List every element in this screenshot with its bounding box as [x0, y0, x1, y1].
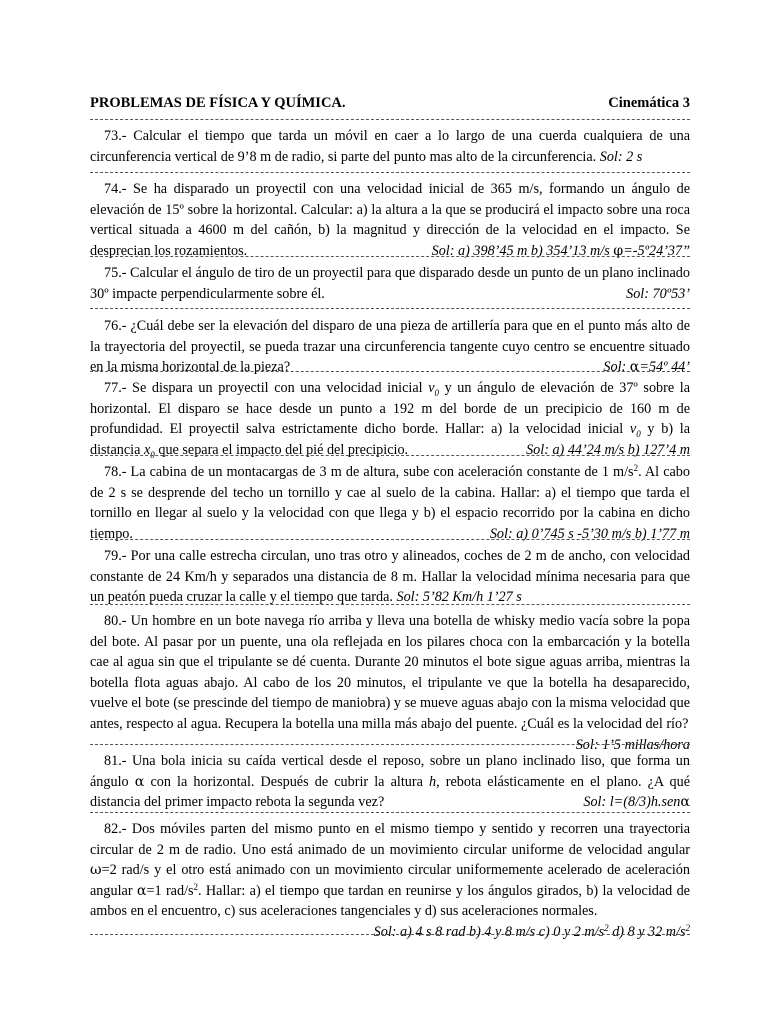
divider: [90, 744, 690, 745]
problem-80: [90, 611, 690, 755]
divider: [90, 119, 690, 120]
solution: Sol: a) 44’24 m/s b) 127’4 m: [526, 441, 690, 458]
divider: [90, 371, 690, 372]
problem-78: 78.- La cabina de un montacargas de 3 m de altura, sube con aceleración constante de 1 $m/s^2$. Al cabo de 2 s se desprende del techo un tornillo y cae al suelo de la cabina. Hallar: a) el tiempo que tarda el tornillo en llegar al suelo y la velocidad con que llega y b) el espacio recorrido por la cabina en dicho tiempo. Sol: a) 0’745 s -5’30 m/s b) 1’77 m: [90, 462, 690, 544]
problem-82: 82.- Dos móviles parten del mismo punto en el mismo tiempo y sentido y recorren una trayectoria circular de 2 m de radio. Uno está animado de un movimiento circular uniforme de velocidad angular ω=2 rad/s y el otro está animado con un movimiento circular uniformemente acelerado de aceleración angular α=1 rad/$s^2$. Hallar: a) el tiempo que tardan en reunirse y los ángulos girados, b) la velocidad de ambos en el encuentro, c) sus aceleraciones tangenciales y d) sus aceleraciones normales. Sol: a) 4 s 8 rad b) 4 y 8 m/s c) 0 y 2 $m/s^2$ d) 8 y 32 $m/s^2$: [90, 819, 690, 943]
section-label: Cinemática 3: [608, 95, 690, 111]
solution: Sol: l=(8/3)h.senα: [583, 794, 690, 811]
problem-74: [90, 179, 690, 261]
divider: [90, 934, 690, 935]
divider: [90, 308, 690, 309]
problem-text: 80.- Un hombre en un bote navega río arriba y lleva una botella de whisky medio vacía sobre la popa del bote. Al pasar por un puente, una ola reflejada en los pilares choca con la embarcación y la botella cae al agua sin que el tripulante se dé cuenta. Durante 20 minutos el bote sigue aguas arriba, mientras la botella flota aguas abajo. Al cabo de los 20 minutos, el tripulante ve que la botella ha desaparecido, vuelve el bote (se prescinde del tiempo de maniobra) y se mueve aguas abajo con la misma velocidad que antes, respecto al agua. Recupera la botella una milla más abajo del puente. ¿Cuál es la velocidad del río?: [90, 613, 690, 732]
problem-text: 79.- Por una calle estrecha circulan, uno tras otro y alineados, coches de 2 m de ancho, con velocidad constante de 24 Km/h y separados una distancia de 8 m. Hallar la velocidad mínima necesaria para que un peatón pueda cruzar la calle y el tiempo que tarda.: [90, 548, 690, 606]
solution: Sol: a) 4 s 8 rad b) 4 y 8 m/s c) 0 y 2 $m/s^2$ d) 8 y 32 $m/s^2$: [373, 922, 690, 940]
problem-77: 77.- Se dispara un proyectil con una velocidad inicial $v_0$ y un ángulo de elevación de 37º sobre la horizontal. El disparo se hace desde un punto a 192 m del borde de un precipicio de 160 m de profundidad. El proyectil salva estrictamente dicho borde. Hallar: a) la velocidad inicial $v_0$ y b) la distancia $x_0$ que separa el impacto del pié del precipicio. Sol: a) 44’24 m/s b) 127’4 m: [90, 380, 690, 460]
problem-text: 76.- ¿Cuál debe ser la elevación del disparo de una pieza de artillería para que en el punto más alto de la trayectoria del proyectil, se pueda trazar una circunferencia tangente cuyo centro se encuentre situado en la misma horizontal de la pieza?: [90, 318, 690, 376]
divider: [90, 256, 690, 257]
divider: [90, 172, 690, 173]
solution: Sol: a) 398’45 m b) 354’13 m/s φ=-5º24’37”: [431, 242, 690, 259]
divider: [90, 455, 690, 456]
divider: [90, 539, 690, 540]
document-title: PROBLEMAS DE FÍSICA Y QUÍMICA.: [90, 95, 346, 111]
solution: Sol: 70º53’: [626, 285, 690, 302]
divider: [90, 812, 690, 813]
problem-76: [90, 316, 690, 378]
problem-79: [90, 546, 690, 608]
solution: Sol: 5’82 Km/h 1’27 s: [396, 589, 522, 606]
page-header: [90, 95, 690, 112]
problem-81: 81.- Una bola inicia su caída vertical desde el reposo, sobre un plano inclinado liso, que forma un ángulo α con la horizontal. Después de cubrir la altura h, rebota elásticamente en el plano. ¿A qué distancia del primer impacto rebota la segunda vez? Sol: l=(8/3)h.senα: [90, 751, 690, 813]
problem-73: [90, 126, 690, 167]
divider: [90, 604, 690, 605]
solution: Sol: a) 0’745 s -5’30 m/s b) 1’77 m: [489, 525, 690, 542]
solution: Sol: α=54º 44’: [603, 359, 690, 376]
problem-text: 75.- Calcular el ángulo de tiro de un proyectil para que disparado desde un punto de un plano inclinado 30º impacte perpendicularmente sobre él.: [90, 265, 690, 302]
problem-text: 73.- Calcular el tiempo que tarda un móvil en caer a lo largo de una cuerda cualquiera de una circunferencia vertical de 9’8 m de radio, si parte del punto mas alto de la circunferencia.: [90, 128, 690, 165]
problem-text: 74.- Se ha disparado un proyectil con una velocidad inicial de 365 m/s, formando un ángulo de elevación de 15º sobre la horizontal. Calcular: a) la altura a la que se producirá el impacto sobre una roca vertical situada a 4600 m del cañón, b) la magnitud y dirección de la velocidad en el impacto. Se desprecian los rozamientos.: [90, 181, 690, 259]
problem-75: [90, 263, 690, 304]
solution: Sol: 1’5 millas/hora: [575, 736, 690, 753]
solution: Sol: 2 s: [599, 148, 643, 165]
